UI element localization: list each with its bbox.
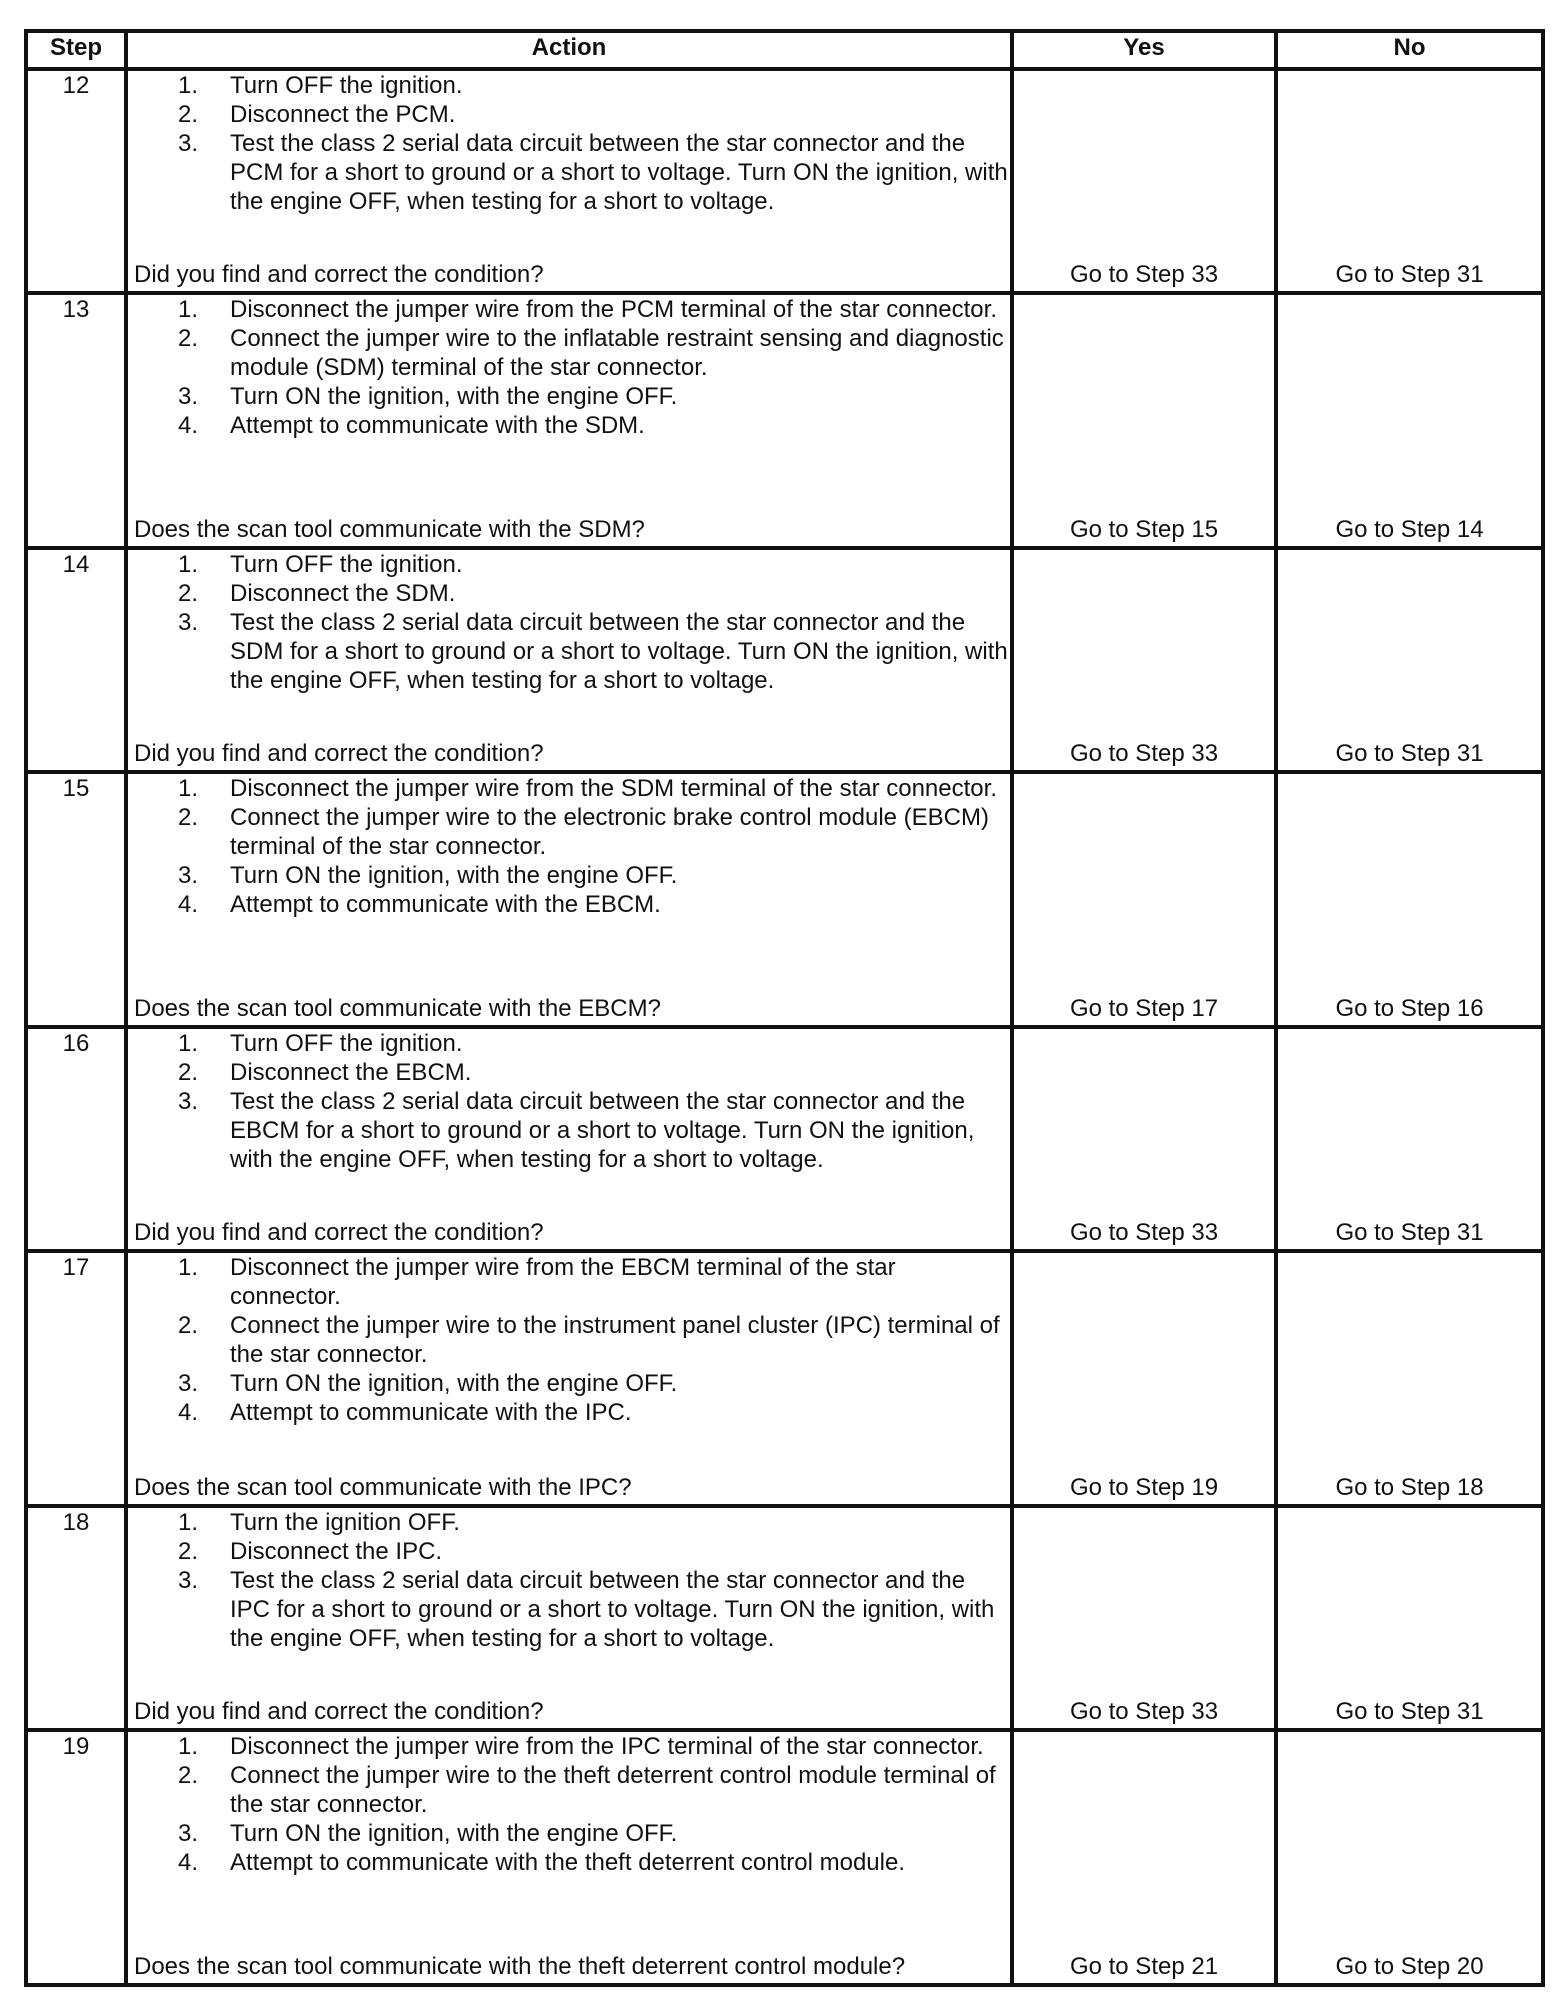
diagnostic-table [24,29,1545,1987]
item-text: Connect the jumper wire to the instrument panel cluster (IPC) terminal of the star connector. [230,1312,1000,1368]
list-item [128,1087,1010,1174]
list-item [128,100,1010,129]
item-text: Disconnect the IPC. [230,1538,443,1565]
list-item [128,579,1010,608]
item-number: 2. [178,325,199,352]
item-number: 3. [178,1820,199,1847]
item-number: 4. [178,891,199,918]
item-number: 2. [178,1538,199,1565]
no-answer: Go to Step 31 [1335,740,1484,767]
action-cell [126,772,1012,1027]
list-item [128,1537,1010,1566]
list-item [128,1819,1010,1848]
action-list [128,1508,1010,1653]
item-number: 1. [178,1030,199,1057]
table-row [26,1506,1543,1730]
action-list [128,295,1010,440]
step-number: 13 [26,293,126,548]
question-text: Did you find and correct the condition? [134,1698,544,1725]
list-item [128,71,1010,100]
question-text: Did you find and correct the condition? [134,261,544,288]
yes-cell [1012,1027,1276,1251]
no-cell [1276,772,1543,1027]
no-cell [1276,293,1543,548]
yes-cell [1012,1730,1276,1985]
list-item [128,1761,1010,1819]
step-number: 17 [26,1251,126,1506]
action-cell [126,1730,1012,1985]
question-text: Does the scan tool communicate with the IPC? [134,1474,632,1501]
yes-answer: Go to Step 21 [1069,1953,1219,1980]
step-number: 14 [26,548,126,772]
step-number: 19 [26,1730,126,1985]
item-number: 3. [178,1370,199,1397]
table-row [26,1027,1543,1251]
header-no: No [1276,31,1543,69]
no-cell [1276,1506,1543,1730]
item-text: Attempt to communicate with the SDM. [230,412,645,439]
no-answer: Go to Step 31 [1335,1698,1484,1725]
list-item [128,1848,1010,1877]
yes-answer: Go to Step 33 [1069,1698,1219,1725]
item-number: 1. [178,1509,199,1536]
item-text: Test the class 2 serial data circuit between the star connector and the IPC for a short to ground or a short to voltage. Turn ON the ignition, with the engine OFF, when testing for a short to voltage. [230,1567,995,1652]
list-item [128,382,1010,411]
table-row [26,1251,1543,1506]
yes-answer: Go to Step 15 [1069,516,1219,543]
item-text: Turn ON the ignition, with the engine OFF. [230,1820,678,1847]
yes-cell [1012,69,1276,293]
item-number: 1. [178,72,199,99]
item-number: 1. [178,551,199,578]
item-text: Turn ON the ignition, with the engine OFF. [230,1370,678,1397]
yes-answer: Go to Step 17 [1069,995,1219,1022]
item-number: 3. [178,609,199,636]
list-item [128,1029,1010,1058]
step-number: 15 [26,772,126,1027]
item-text: Connect the jumper wire to the electronic brake control module (EBCM) terminal of the star connector. [230,804,989,860]
list-item [128,803,1010,861]
action-cell [126,69,1012,293]
item-number: 3. [178,1088,199,1115]
item-text: Test the class 2 serial data circuit between the star connector and the EBCM for a short to ground or a short to voltage. Turn ON the ignition, with the engine OFF, when testing for a short to voltage. [230,1088,975,1173]
item-text: Disconnect the jumper wire from the IPC terminal of the star connector. [230,1733,984,1760]
header-yes: Yes [1012,31,1276,69]
action-cell [126,1251,1012,1506]
item-text: Turn OFF the ignition. [230,1030,463,1057]
list-item [128,324,1010,382]
yes-cell [1012,293,1276,548]
no-answer: Go to Step 14 [1335,516,1484,543]
question-text: Does the scan tool communicate with the EBCM? [134,995,661,1022]
item-text: Turn ON the ignition, with the engine OFF. [230,383,678,410]
no-answer: Go to Step 18 [1335,1474,1484,1501]
yes-answer: Go to Step 19 [1069,1474,1219,1501]
list-item [128,1508,1010,1537]
item-number: 1. [178,1254,199,1281]
item-text: Turn the ignition OFF. [230,1509,460,1536]
no-cell [1276,1027,1543,1251]
table-row [26,293,1543,548]
item-number: 3. [178,383,199,410]
table-row [26,69,1543,293]
step-number: 18 [26,1506,126,1730]
action-cell [126,1506,1012,1730]
list-item [128,129,1010,216]
list-item [128,550,1010,579]
item-number: 2. [178,1312,199,1339]
yes-cell [1012,772,1276,1027]
question-text: Did you find and correct the condition? [134,1219,544,1246]
item-number: 3. [178,130,199,157]
list-item [128,1732,1010,1761]
item-text: Disconnect the SDM. [230,580,456,607]
list-item [128,1398,1010,1427]
list-item [128,861,1010,890]
item-text: Turn OFF the ignition. [230,72,463,99]
list-item [128,890,1010,919]
question-text: Does the scan tool communicate with the SDM? [134,516,645,543]
yes-answer: Go to Step 33 [1069,1219,1219,1246]
yes-answer: Go to Step 33 [1069,740,1219,767]
list-item [128,608,1010,695]
item-text: Turn OFF the ignition. [230,551,463,578]
list-item [128,1058,1010,1087]
action-list [128,1253,1010,1427]
item-text: Test the class 2 serial data circuit between the star connector and the PCM for a short to ground or a short to voltage. Turn ON the ignition, with the engine OFF, when testing for a short to voltage. [230,130,1008,215]
no-cell [1276,1730,1543,1985]
item-number: 3. [178,1567,199,1594]
action-cell [126,548,1012,772]
table-header-row [26,31,1543,69]
no-answer: Go to Step 31 [1335,1219,1484,1246]
action-list [128,1029,1010,1174]
table-row [26,1730,1543,1985]
list-item [128,1311,1010,1369]
step-number: 16 [26,1027,126,1251]
item-text: Attempt to communicate with the EBCM. [230,891,661,918]
item-number: 3. [178,862,199,889]
item-text: Test the class 2 serial data circuit between the star connector and the SDM for a short to ground or a short to voltage. Turn ON the ignition, with the engine OFF, when testing for a short to voltage. [230,609,1008,694]
yes-cell [1012,548,1276,772]
list-item [128,295,1010,324]
item-number: 2. [178,1059,199,1086]
item-number: 1. [178,296,199,323]
question-text: Did you find and correct the condition? [134,740,544,767]
item-number: 2. [178,804,199,831]
no-answer: Go to Step 20 [1335,1953,1484,1980]
item-text: Disconnect the PCM. [230,101,456,128]
item-number: 1. [178,1733,199,1760]
item-text: Attempt to communicate with the theft deterrent control module. [230,1849,905,1876]
list-item [128,411,1010,440]
item-text: Disconnect the jumper wire from the PCM terminal of the star connector. [230,296,997,323]
item-number: 4. [178,412,199,439]
item-text: Connect the jumper wire to the inflatable restraint sensing and diagnostic module (SDM) terminal of the star connector. [230,325,1004,381]
item-number: 1. [178,775,199,802]
table-row [26,772,1543,1027]
no-answer: Go to Step 16 [1335,995,1484,1022]
action-list [128,71,1010,216]
no-answer: Go to Step 31 [1335,261,1484,288]
item-text: Disconnect the jumper wire from the SDM terminal of the star connector. [230,775,997,802]
action-cell [126,1027,1012,1251]
action-list [128,774,1010,919]
list-item [128,1253,1010,1311]
header-step: Step [26,31,126,69]
header-action: Action [126,31,1012,69]
item-number: 2. [178,1762,199,1789]
item-number: 2. [178,101,199,128]
question-text: Does the scan tool communicate with the theft deterrent control module? [134,1953,906,1980]
list-item [128,774,1010,803]
yes-answer: Go to Step 33 [1069,261,1219,288]
item-number: 4. [178,1399,199,1426]
action-cell [126,293,1012,548]
item-number: 2. [178,580,199,607]
yes-cell [1012,1506,1276,1730]
item-text: Disconnect the jumper wire from the EBCM terminal of the star connector. [230,1254,896,1310]
list-item [128,1369,1010,1398]
no-cell [1276,548,1543,772]
table-row [26,548,1543,772]
no-cell [1276,69,1543,293]
action-list [128,1732,1010,1877]
no-cell [1276,1251,1543,1506]
item-number: 4. [178,1849,199,1876]
list-item [128,1566,1010,1653]
item-text: Attempt to communicate with the IPC. [230,1399,632,1426]
action-list [128,550,1010,695]
item-text: Turn ON the ignition, with the engine OFF. [230,862,678,889]
item-text: Disconnect the EBCM. [230,1059,472,1086]
yes-cell [1012,1251,1276,1506]
step-number: 12 [26,69,126,293]
item-text: Connect the jumper wire to the theft deterrent control module terminal of the star connector. [230,1762,996,1818]
